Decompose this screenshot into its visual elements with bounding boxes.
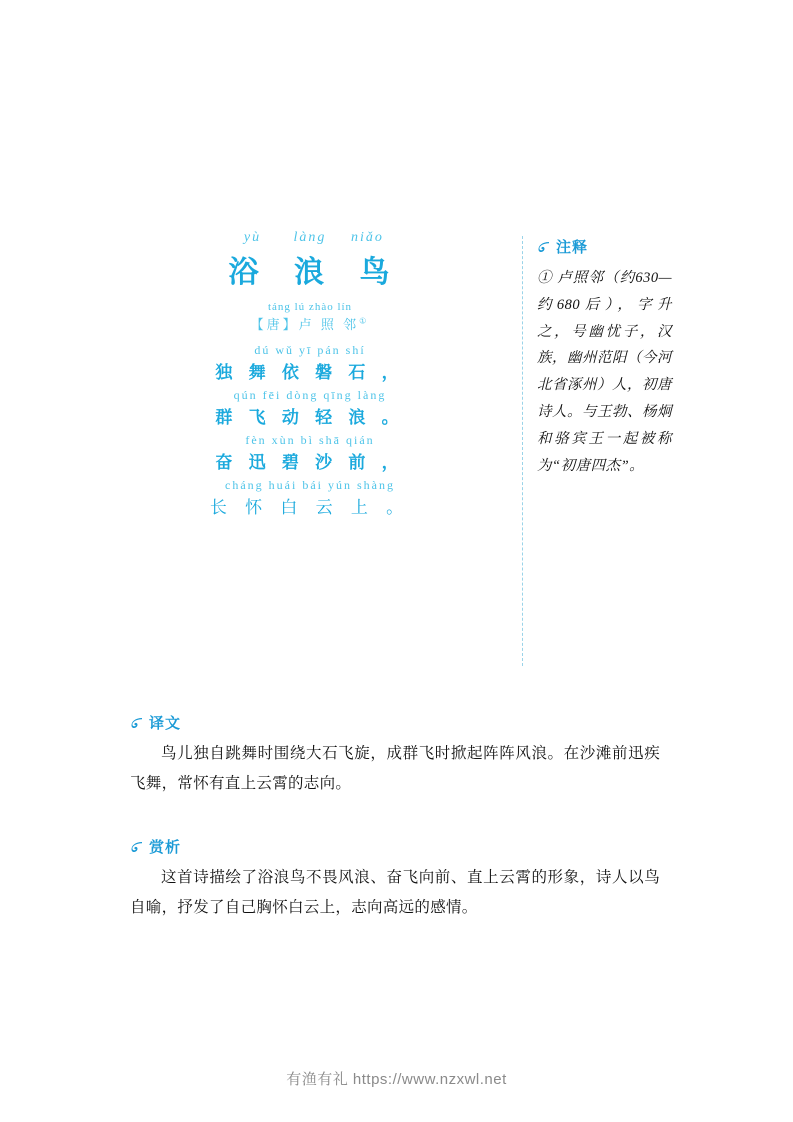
- analysis-heading-label: 赏析: [149, 840, 182, 856]
- poem-author-text: 【唐】卢 照 邻: [250, 317, 360, 333]
- poem-line-1-text: 独 舞 依 磐 石 ，: [215, 363, 405, 383]
- translation-body: 鸟儿独自跳舞时围绕大石飞旋，成群飞时掀起阵阵风浪。在沙滩前迅疾飞舞，常怀有直上云霄的志向。: [130, 745, 660, 793]
- notes-heading-label: 注释: [556, 240, 589, 256]
- translation-heading-label: 译文: [149, 716, 182, 732]
- footer-watermark: 有渔有礼 https://www.nzxwl.net: [286, 1071, 507, 1088]
- poem-title-pinyin-1: yù: [243, 230, 262, 245]
- analysis-section: [130, 836, 660, 923]
- notes-column: [522, 236, 672, 666]
- poem-line-3-text: 奋 迅 碧 沙 前 ，: [215, 453, 405, 473]
- poem-line-3-pinyin: fèn xùn bì shā qián: [245, 433, 375, 448]
- poem-author-pinyin: táng lú zhào lín: [267, 301, 353, 314]
- leaf-bullet-icon: [130, 716, 144, 730]
- translation-section: [130, 712, 660, 799]
- leaf-bullet-icon: [537, 240, 551, 254]
- notes-body: ① 卢照邻（约630—约680后），字升之，号幽忧子，汉族，幽州范阳（今河北省涿州）人，初唐诗人。与王勃、杨炯和骆宾王一起被称为“初唐四杰”。: [537, 270, 672, 474]
- analysis-heading: [130, 836, 660, 857]
- notes-heading: [537, 236, 672, 257]
- leaf-bullet-icon: [130, 840, 144, 854]
- translation-heading: [130, 712, 660, 733]
- poem-title-pinyin-2: làng: [293, 230, 327, 245]
- poem-block: [120, 230, 500, 523]
- poem-title: 浴 浪 鸟: [228, 256, 404, 290]
- poem-line-4-text: 长 怀 白 云 上 。: [209, 498, 411, 518]
- poem-line-4: [120, 478, 500, 518]
- poem-line-3: [120, 433, 500, 473]
- poem-author: [120, 314, 500, 333]
- poem-title-pinyin-3: niǎo: [351, 230, 384, 245]
- poem-line-2-text: 群 飞 动 轻 浪 。: [215, 408, 405, 428]
- poem-line-1: [120, 343, 500, 383]
- analysis-body: 这首诗描绘了浴浪鸟不畏风浪、奋飞向前、直上云霄的形象，诗人以鸟自喻，抒发了自己胸怀白云上，志向高远的感情。: [130, 869, 660, 917]
- poem-title-pinyin: [120, 230, 500, 245]
- poem-author-note-marker: ①: [359, 317, 370, 327]
- poem-line-2: [120, 388, 500, 428]
- poem-line-4-pinyin: cháng huái bái yún shàng: [225, 478, 395, 493]
- poem-line-2-pinyin: qún fēi dòng qīng làng: [233, 388, 387, 403]
- poem-line-1-pinyin: dú wǔ yī pán shí: [254, 343, 366, 358]
